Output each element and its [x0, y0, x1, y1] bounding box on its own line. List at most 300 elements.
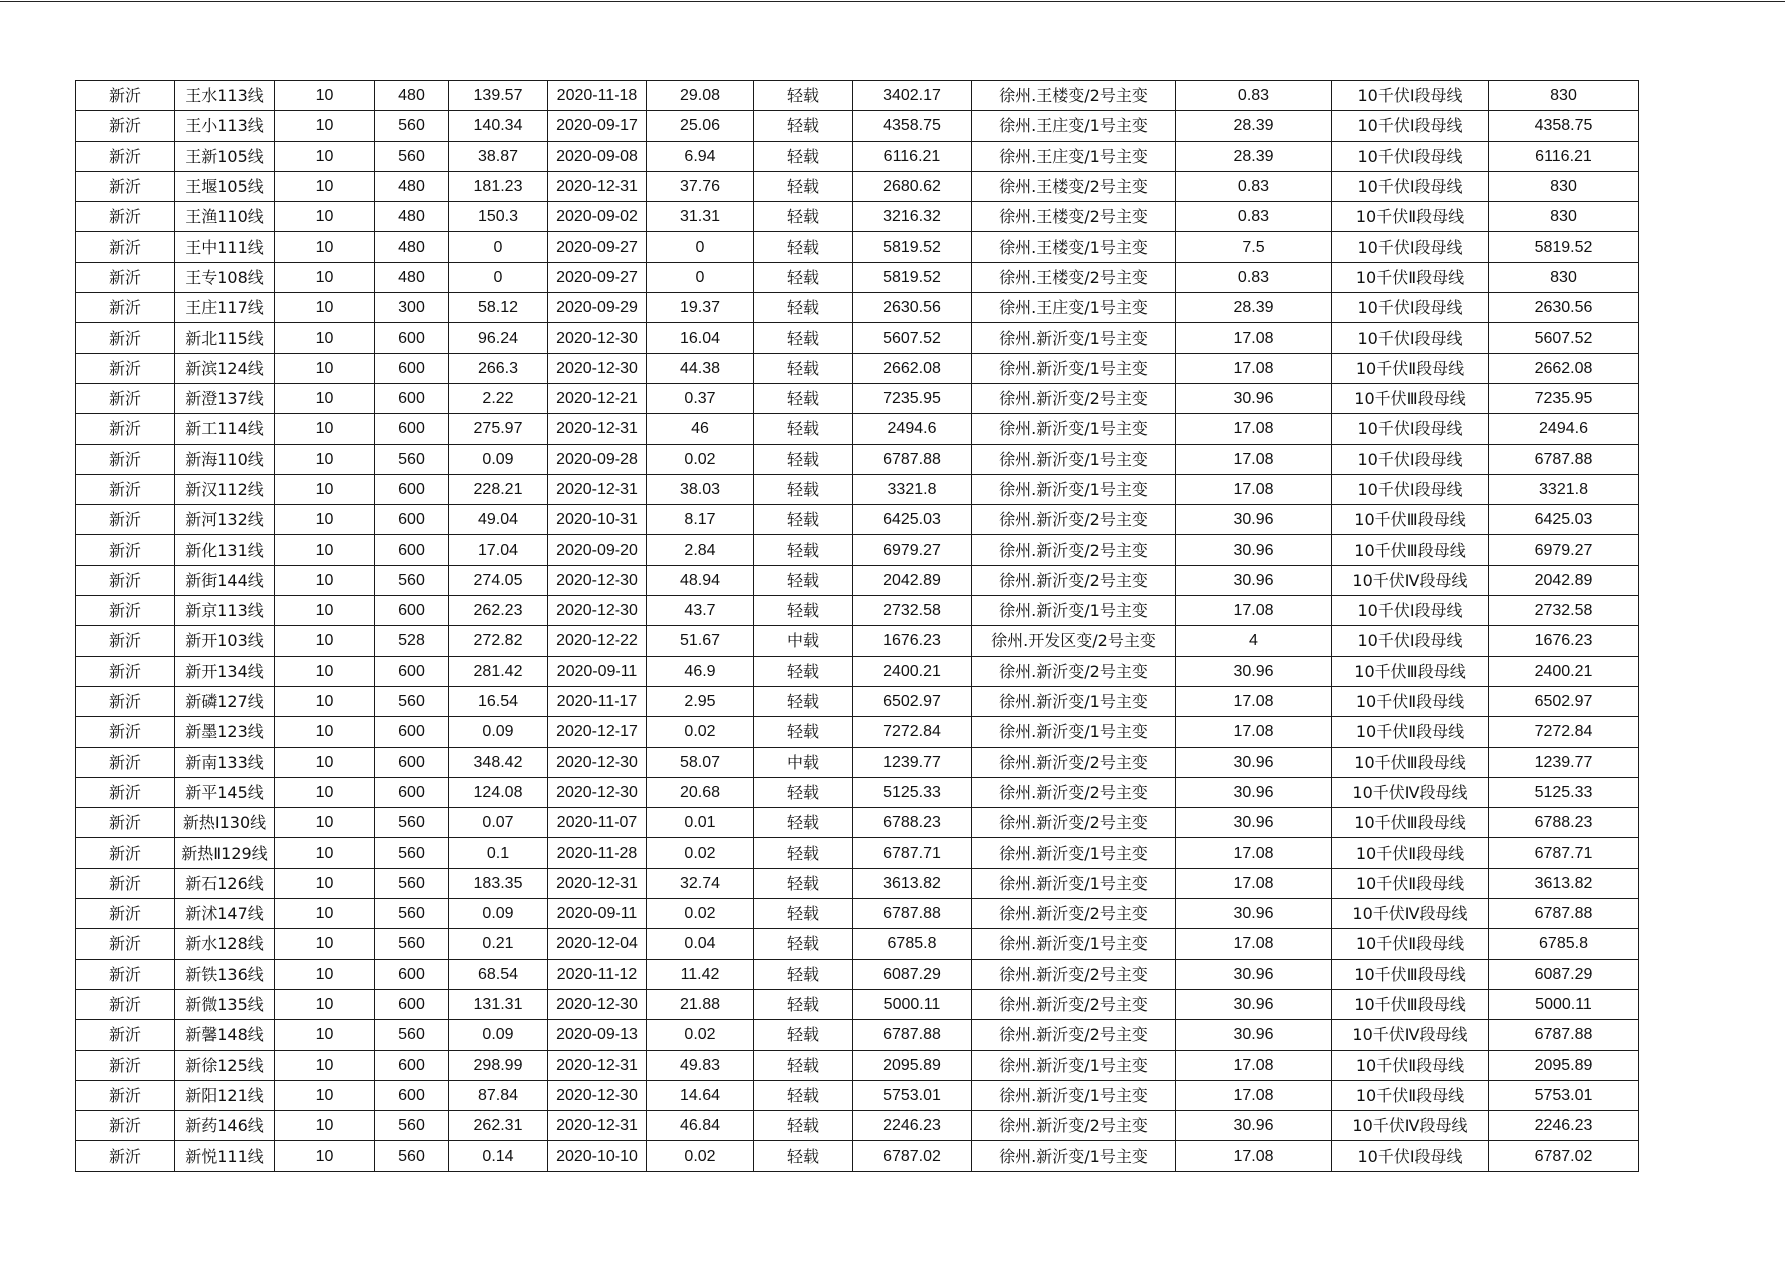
- transformer-load-rate-cell: 30.96: [1176, 535, 1332, 565]
- load-status-cell: 轻载: [754, 202, 853, 232]
- bus-cell: 10千伏Ⅲ段母线: [1332, 989, 1489, 1019]
- line-name-cell: 新京113线: [175, 596, 275, 626]
- load-rate-cell: 16.04: [647, 323, 754, 353]
- load-cell: 272.82: [449, 626, 548, 656]
- line-name-cell: 新馨148线: [175, 1020, 275, 1050]
- bus-capacity-cell: 830: [1489, 262, 1639, 292]
- line-name-cell: 新微135线: [175, 989, 275, 1019]
- date-cell: 2020-12-30: [548, 777, 647, 807]
- table-row: [76, 899, 1639, 929]
- table-row: [76, 141, 1639, 171]
- county-cell: 新沂: [76, 1020, 175, 1050]
- transformer-load-rate-cell: 0.83: [1176, 171, 1332, 201]
- transformer-load-rate-cell: 0.83: [1176, 202, 1332, 232]
- available-capacity-cell: 3321.8: [853, 474, 972, 504]
- county-cell: 新沂: [76, 1111, 175, 1141]
- transformer-cell: 徐州.王庄变/1号主变: [972, 293, 1176, 323]
- bus-capacity-cell: 6087.29: [1489, 959, 1639, 989]
- bus-capacity-cell: 2494.6: [1489, 414, 1639, 444]
- line-name-cell: 新热Ⅱ129线: [175, 838, 275, 868]
- bus-cell: 10千伏Ⅲ段母线: [1332, 808, 1489, 838]
- capacity-cell: 560: [375, 111, 449, 141]
- load-status-cell: 轻载: [754, 353, 853, 383]
- transformer-cell: 徐州.王楼变/2号主变: [972, 262, 1176, 292]
- load-cell: 181.23: [449, 171, 548, 201]
- date-cell: 2020-09-27: [548, 232, 647, 262]
- line-name-cell: 王庄117线: [175, 293, 275, 323]
- date-cell: 2020-09-20: [548, 535, 647, 565]
- load-rate-cell: 0.02: [647, 838, 754, 868]
- table-row: [76, 838, 1639, 868]
- bus-capacity-cell: 6787.88: [1489, 1020, 1639, 1050]
- load-cell: 87.84: [449, 1080, 548, 1110]
- transformer-cell: 徐州.新沂变/2号主变: [972, 899, 1176, 929]
- load-rate-cell: 46.84: [647, 1111, 754, 1141]
- capacity-cell: 480: [375, 202, 449, 232]
- available-capacity-cell: 6087.29: [853, 959, 972, 989]
- load-rate-cell: 0: [647, 262, 754, 292]
- capacity-cell: 560: [375, 565, 449, 595]
- transformer-cell: 徐州.新沂变/2号主变: [972, 656, 1176, 686]
- county-cell: 新沂: [76, 1080, 175, 1110]
- capacity-cell: 600: [375, 505, 449, 535]
- load-rate-cell: 58.07: [647, 747, 754, 777]
- transformer-load-rate-cell: 17.08: [1176, 596, 1332, 626]
- available-capacity-cell: 2662.08: [853, 353, 972, 383]
- voltage-cell: 10: [275, 232, 375, 262]
- table-row: [76, 656, 1639, 686]
- line-name-cell: 王水113线: [175, 81, 275, 111]
- bus-cell: 10千伏Ⅳ段母线: [1332, 565, 1489, 595]
- line-name-cell: 新沭147线: [175, 899, 275, 929]
- load-rate-cell: 0.01: [647, 808, 754, 838]
- county-cell: 新沂: [76, 293, 175, 323]
- bus-cell: 10千伏Ⅱ段母线: [1332, 686, 1489, 716]
- capacity-cell: 600: [375, 1050, 449, 1080]
- bus-capacity-cell: 6785.8: [1489, 929, 1639, 959]
- bus-capacity-cell: 7272.84: [1489, 717, 1639, 747]
- transformer-load-rate-cell: 30.96: [1176, 989, 1332, 1019]
- date-cell: 2020-12-30: [548, 1080, 647, 1110]
- bus-cell: 10千伏Ⅰ段母线: [1332, 474, 1489, 504]
- date-cell: 2020-12-31: [548, 1111, 647, 1141]
- county-cell: 新沂: [76, 141, 175, 171]
- capacity-cell: 480: [375, 81, 449, 111]
- load-status-cell: 轻载: [754, 232, 853, 262]
- available-capacity-cell: 6787.88: [853, 899, 972, 929]
- load-status-cell: 轻载: [754, 383, 853, 413]
- load-rate-cell: 48.94: [647, 565, 754, 595]
- line-name-cell: 新阳121线: [175, 1080, 275, 1110]
- county-cell: 新沂: [76, 777, 175, 807]
- county-cell: 新沂: [76, 323, 175, 353]
- table-row: [76, 717, 1639, 747]
- line-name-cell: 王新105线: [175, 141, 275, 171]
- transformer-cell: 徐州.新沂变/2号主变: [972, 1020, 1176, 1050]
- bus-capacity-cell: 6979.27: [1489, 535, 1639, 565]
- county-cell: 新沂: [76, 596, 175, 626]
- capacity-cell: 600: [375, 353, 449, 383]
- available-capacity-cell: 5819.52: [853, 232, 972, 262]
- date-cell: 2020-11-07: [548, 808, 647, 838]
- county-cell: 新沂: [76, 474, 175, 504]
- table-row: [76, 777, 1639, 807]
- bus-capacity-cell: 2042.89: [1489, 565, 1639, 595]
- bus-capacity-cell: 6425.03: [1489, 505, 1639, 535]
- voltage-cell: 10: [275, 1080, 375, 1110]
- bus-capacity-cell: 1239.77: [1489, 747, 1639, 777]
- table-row: [76, 1080, 1639, 1110]
- load-status-cell: 轻载: [754, 565, 853, 595]
- capacity-cell: 560: [375, 868, 449, 898]
- load-cell: 274.05: [449, 565, 548, 595]
- line-name-cell: 新开134线: [175, 656, 275, 686]
- line-name-cell: 新开103线: [175, 626, 275, 656]
- line-name-cell: 王专108线: [175, 262, 275, 292]
- date-cell: 2020-12-04: [548, 929, 647, 959]
- table-row: [76, 474, 1639, 504]
- date-cell: 2020-09-13: [548, 1020, 647, 1050]
- capacity-cell: 560: [375, 929, 449, 959]
- capacity-cell: 600: [375, 777, 449, 807]
- bus-capacity-cell: 2662.08: [1489, 353, 1639, 383]
- voltage-cell: 10: [275, 414, 375, 444]
- available-capacity-cell: 6787.88: [853, 444, 972, 474]
- load-cell: 0.09: [449, 444, 548, 474]
- bus-cell: 10千伏Ⅰ段母线: [1332, 81, 1489, 111]
- transformer-cell: 徐州.新沂变/2号主变: [972, 505, 1176, 535]
- load-rate-cell: 25.06: [647, 111, 754, 141]
- bus-cell: 10千伏Ⅲ段母线: [1332, 535, 1489, 565]
- bus-cell: 10千伏Ⅰ段母线: [1332, 171, 1489, 201]
- transformer-load-rate-cell: 4: [1176, 626, 1332, 656]
- county-cell: 新沂: [76, 989, 175, 1019]
- available-capacity-cell: 3402.17: [853, 81, 972, 111]
- date-cell: 2020-09-11: [548, 656, 647, 686]
- line-name-cell: 新河132线: [175, 505, 275, 535]
- county-cell: 新沂: [76, 1050, 175, 1080]
- bus-capacity-cell: 2095.89: [1489, 1050, 1639, 1080]
- voltage-cell: 10: [275, 747, 375, 777]
- load-status-cell: 轻载: [754, 171, 853, 201]
- load-status-cell: 轻载: [754, 323, 853, 353]
- county-cell: 新沂: [76, 383, 175, 413]
- load-cell: 49.04: [449, 505, 548, 535]
- transformer-load-rate-cell: 30.96: [1176, 747, 1332, 777]
- bus-cell: 10千伏Ⅰ段母线: [1332, 596, 1489, 626]
- bus-capacity-cell: 7235.95: [1489, 383, 1639, 413]
- capacity-cell: 560: [375, 686, 449, 716]
- load-cell: 140.34: [449, 111, 548, 141]
- table-row: [76, 171, 1639, 201]
- transformer-load-rate-cell: 17.08: [1176, 414, 1332, 444]
- date-cell: 2020-12-31: [548, 868, 647, 898]
- load-rate-cell: 8.17: [647, 505, 754, 535]
- capacity-cell: 560: [375, 1020, 449, 1050]
- load-cell: 262.31: [449, 1111, 548, 1141]
- load-cell: 0: [449, 232, 548, 262]
- transformer-cell: 徐州.新沂变/1号主变: [972, 353, 1176, 383]
- capacity-cell: 480: [375, 232, 449, 262]
- table-row: [76, 565, 1639, 595]
- bus-capacity-cell: 6787.88: [1489, 444, 1639, 474]
- load-cell: 96.24: [449, 323, 548, 353]
- bus-capacity-cell: 6502.97: [1489, 686, 1639, 716]
- capacity-cell: 560: [375, 1111, 449, 1141]
- capacity-cell: 300: [375, 293, 449, 323]
- table-row: [76, 383, 1639, 413]
- load-rate-cell: 0.02: [647, 444, 754, 474]
- transformer-cell: 徐州.新沂变/1号主变: [972, 596, 1176, 626]
- table-row: [76, 626, 1639, 656]
- load-status-cell: 轻载: [754, 596, 853, 626]
- available-capacity-cell: 6787.02: [853, 1141, 972, 1171]
- transformer-cell: 徐州.新沂变/1号主变: [972, 686, 1176, 716]
- voltage-cell: 10: [275, 474, 375, 504]
- available-capacity-cell: 5819.52: [853, 262, 972, 292]
- voltage-cell: 10: [275, 868, 375, 898]
- county-cell: 新沂: [76, 626, 175, 656]
- available-capacity-cell: 6979.27: [853, 535, 972, 565]
- date-cell: 2020-12-30: [548, 747, 647, 777]
- load-rate-cell: 32.74: [647, 868, 754, 898]
- bus-cell: 10千伏Ⅳ段母线: [1332, 1020, 1489, 1050]
- bus-cell: 10千伏Ⅱ段母线: [1332, 202, 1489, 232]
- transformer-load-rate-cell: 17.08: [1176, 838, 1332, 868]
- county-cell: 新沂: [76, 686, 175, 716]
- available-capacity-cell: 5125.33: [853, 777, 972, 807]
- transformer-cell: 徐州.新沂变/1号主变: [972, 414, 1176, 444]
- bus-cell: 10千伏Ⅰ段母线: [1332, 141, 1489, 171]
- table-row: [76, 444, 1639, 474]
- date-cell: 2020-12-21: [548, 383, 647, 413]
- load-cell: 348.42: [449, 747, 548, 777]
- table-row: [76, 1050, 1639, 1080]
- voltage-cell: 10: [275, 565, 375, 595]
- transformer-load-rate-cell: 17.08: [1176, 323, 1332, 353]
- transformer-cell: 徐州.王楼变/1号主变: [972, 232, 1176, 262]
- transformer-load-rate-cell: 17.08: [1176, 474, 1332, 504]
- bus-capacity-cell: 830: [1489, 171, 1639, 201]
- table-row: [76, 868, 1639, 898]
- table-row: [76, 232, 1639, 262]
- capacity-cell: 480: [375, 262, 449, 292]
- voltage-cell: 10: [275, 1020, 375, 1050]
- bus-cell: 10千伏Ⅲ段母线: [1332, 383, 1489, 413]
- transformer-load-rate-cell: 7.5: [1176, 232, 1332, 262]
- transformer-cell: 徐州.新沂变/1号主变: [972, 1050, 1176, 1080]
- table-row: [76, 111, 1639, 141]
- line-name-cell: 新工114线: [175, 414, 275, 444]
- county-cell: 新沂: [76, 929, 175, 959]
- transformer-load-rate-cell: 17.08: [1176, 353, 1332, 383]
- load-rate-cell: 37.76: [647, 171, 754, 201]
- date-cell: 2020-10-10: [548, 1141, 647, 1171]
- voltage-cell: 10: [275, 505, 375, 535]
- voltage-cell: 10: [275, 81, 375, 111]
- load-rate-cell: 44.38: [647, 353, 754, 383]
- bus-cell: 10千伏Ⅲ段母线: [1332, 959, 1489, 989]
- county-cell: 新沂: [76, 171, 175, 201]
- transformer-cell: 徐州.新沂变/1号主变: [972, 1141, 1176, 1171]
- bus-cell: 10千伏Ⅱ段母线: [1332, 262, 1489, 292]
- line-name-cell: 新平145线: [175, 777, 275, 807]
- bus-capacity-cell: 6787.02: [1489, 1141, 1639, 1171]
- capacity-cell: 600: [375, 989, 449, 1019]
- transformer-cell: 徐州.新沂变/1号主变: [972, 444, 1176, 474]
- load-cell: 298.99: [449, 1050, 548, 1080]
- voltage-cell: 10: [275, 1050, 375, 1080]
- transformer-cell: 徐州.新沂变/2号主变: [972, 989, 1176, 1019]
- date-cell: 2020-11-17: [548, 686, 647, 716]
- load-rate-cell: 0: [647, 232, 754, 262]
- date-cell: 2020-09-28: [548, 444, 647, 474]
- bus-cell: 10千伏Ⅰ段母线: [1332, 1141, 1489, 1171]
- load-status-cell: 轻载: [754, 1111, 853, 1141]
- load-rate-cell: 0.02: [647, 717, 754, 747]
- transformer-load-rate-cell: 17.08: [1176, 929, 1332, 959]
- load-rate-cell: 0.02: [647, 1020, 754, 1050]
- load-status-cell: 轻载: [754, 444, 853, 474]
- table-row: [76, 808, 1639, 838]
- feeder-load-table: [75, 80, 1639, 1172]
- transformer-load-rate-cell: 30.96: [1176, 899, 1332, 929]
- bus-capacity-cell: 6116.21: [1489, 141, 1639, 171]
- load-status-cell: 轻载: [754, 777, 853, 807]
- date-cell: 2020-12-31: [548, 474, 647, 504]
- available-capacity-cell: 2042.89: [853, 565, 972, 595]
- bus-cell: 10千伏Ⅳ段母线: [1332, 899, 1489, 929]
- voltage-cell: 10: [275, 1141, 375, 1171]
- transformer-cell: 徐州.新沂变/2号主变: [972, 808, 1176, 838]
- date-cell: 2020-11-12: [548, 959, 647, 989]
- voltage-cell: 10: [275, 353, 375, 383]
- table-row: [76, 959, 1639, 989]
- load-cell: 0.14: [449, 1141, 548, 1171]
- available-capacity-cell: 7272.84: [853, 717, 972, 747]
- bus-cell: 10千伏Ⅳ段母线: [1332, 777, 1489, 807]
- voltage-cell: 10: [275, 141, 375, 171]
- voltage-cell: 10: [275, 777, 375, 807]
- county-cell: 新沂: [76, 959, 175, 989]
- available-capacity-cell: 6787.88: [853, 1020, 972, 1050]
- transformer-load-rate-cell: 17.08: [1176, 868, 1332, 898]
- transformer-load-rate-cell: 17.08: [1176, 686, 1332, 716]
- load-status-cell: 轻载: [754, 505, 853, 535]
- available-capacity-cell: 5607.52: [853, 323, 972, 353]
- county-cell: 新沂: [76, 747, 175, 777]
- load-status-cell: 轻载: [754, 959, 853, 989]
- bus-capacity-cell: 5819.52: [1489, 232, 1639, 262]
- county-cell: 新沂: [76, 808, 175, 838]
- line-name-cell: 新水128线: [175, 929, 275, 959]
- table-row: [76, 505, 1639, 535]
- capacity-cell: 600: [375, 596, 449, 626]
- transformer-cell: 徐州.新沂变/2号主变: [972, 777, 1176, 807]
- county-cell: 新沂: [76, 899, 175, 929]
- table-body: [76, 81, 1639, 1172]
- capacity-cell: 560: [375, 444, 449, 474]
- bus-cell: 10千伏Ⅲ段母线: [1332, 747, 1489, 777]
- load-rate-cell: 2.95: [647, 686, 754, 716]
- available-capacity-cell: 5000.11: [853, 989, 972, 1019]
- bus-cell: 10千伏Ⅰ段母线: [1332, 293, 1489, 323]
- transformer-load-rate-cell: 17.08: [1176, 1050, 1332, 1080]
- county-cell: 新沂: [76, 868, 175, 898]
- transformer-load-rate-cell: 17.08: [1176, 444, 1332, 474]
- bus-cell: 10千伏Ⅱ段母线: [1332, 929, 1489, 959]
- date-cell: 2020-12-31: [548, 171, 647, 201]
- available-capacity-cell: 6785.8: [853, 929, 972, 959]
- load-rate-cell: 0.02: [647, 1141, 754, 1171]
- load-status-cell: 轻载: [754, 1141, 853, 1171]
- load-status-cell: 轻载: [754, 929, 853, 959]
- capacity-cell: 600: [375, 1080, 449, 1110]
- bus-capacity-cell: 3321.8: [1489, 474, 1639, 504]
- line-name-cell: 新石126线: [175, 868, 275, 898]
- transformer-load-rate-cell: 30.96: [1176, 777, 1332, 807]
- load-rate-cell: 49.83: [647, 1050, 754, 1080]
- voltage-cell: 10: [275, 323, 375, 353]
- load-rate-cell: 2.84: [647, 535, 754, 565]
- available-capacity-cell: 2732.58: [853, 596, 972, 626]
- table-row: [76, 535, 1639, 565]
- county-cell: 新沂: [76, 656, 175, 686]
- available-capacity-cell: 4358.75: [853, 111, 972, 141]
- capacity-cell: 560: [375, 141, 449, 171]
- load-cell: 275.97: [449, 414, 548, 444]
- transformer-cell: 徐州.开发区变/2号主变: [972, 626, 1176, 656]
- date-cell: 2020-09-11: [548, 899, 647, 929]
- available-capacity-cell: 5753.01: [853, 1080, 972, 1110]
- available-capacity-cell: 6788.23: [853, 808, 972, 838]
- transformer-load-rate-cell: 28.39: [1176, 293, 1332, 323]
- line-name-cell: 新药146线: [175, 1111, 275, 1141]
- bus-cell: 10千伏Ⅲ段母线: [1332, 656, 1489, 686]
- load-rate-cell: 19.37: [647, 293, 754, 323]
- table-row: [76, 596, 1639, 626]
- transformer-cell: 徐州.新沂变/2号主变: [972, 747, 1176, 777]
- available-capacity-cell: 1239.77: [853, 747, 972, 777]
- line-name-cell: 新汉112线: [175, 474, 275, 504]
- bus-capacity-cell: 2400.21: [1489, 656, 1639, 686]
- transformer-cell: 徐州.新沂变/1号主变: [972, 474, 1176, 504]
- date-cell: 2020-09-29: [548, 293, 647, 323]
- transformer-cell: 徐州.新沂变/1号主变: [972, 929, 1176, 959]
- line-name-cell: 新热Ⅰ130线: [175, 808, 275, 838]
- table-row: [76, 262, 1639, 292]
- load-cell: 0.07: [449, 808, 548, 838]
- line-name-cell: 新铁136线: [175, 959, 275, 989]
- available-capacity-cell: 1676.23: [853, 626, 972, 656]
- load-status-cell: 轻载: [754, 141, 853, 171]
- transformer-load-rate-cell: 30.96: [1176, 1111, 1332, 1141]
- table-row: [76, 81, 1639, 111]
- transformer-load-rate-cell: 30.96: [1176, 656, 1332, 686]
- table-row: [76, 1020, 1639, 1050]
- bus-cell: 10千伏Ⅰ段母线: [1332, 444, 1489, 474]
- county-cell: 新沂: [76, 414, 175, 444]
- capacity-cell: 528: [375, 626, 449, 656]
- capacity-cell: 560: [375, 838, 449, 868]
- capacity-cell: 600: [375, 747, 449, 777]
- voltage-cell: 10: [275, 202, 375, 232]
- load-cell: 262.23: [449, 596, 548, 626]
- transformer-cell: 徐州.新沂变/2号主变: [972, 535, 1176, 565]
- voltage-cell: 10: [275, 989, 375, 1019]
- bus-cell: 10千伏Ⅱ段母线: [1332, 1050, 1489, 1080]
- capacity-cell: 600: [375, 323, 449, 353]
